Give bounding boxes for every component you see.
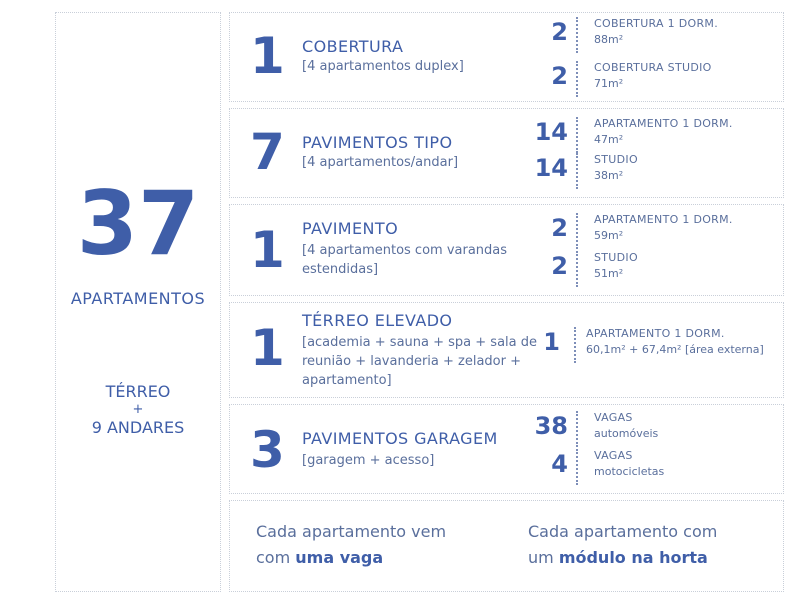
unit-name: COBERTURA STUDIO xyxy=(594,61,712,74)
floor-title: TÉRREO ELEVADO xyxy=(302,311,453,330)
summary-panel xyxy=(55,12,221,592)
floor-count: 1 xyxy=(250,27,285,85)
dotted-divider xyxy=(576,449,579,485)
note-parking-line1: Cada apartamento vem xyxy=(256,522,447,541)
floor-count: 3 xyxy=(250,421,285,479)
unit-type xyxy=(530,117,780,153)
unit-type xyxy=(530,213,780,249)
floor-title: PAVIMENTOS TIPO xyxy=(302,133,453,152)
unit-count: 38 xyxy=(534,412,568,440)
dotted-divider xyxy=(576,117,579,153)
dotted-divider xyxy=(576,17,579,53)
unit-area: 60,1m² + 67,4m² [área externa] xyxy=(586,343,764,356)
unit-type xyxy=(530,153,780,189)
unit-type xyxy=(530,61,780,97)
note-garden-highlight: módulo na horta xyxy=(558,548,708,567)
dotted-divider xyxy=(576,411,579,447)
footer-notes xyxy=(229,500,784,592)
floor-row-garagem xyxy=(229,404,784,494)
unit-type xyxy=(530,411,780,447)
floor-row-pavimentos-tipo xyxy=(229,108,784,198)
unit-count: 2 xyxy=(551,62,568,90)
unit-name: COBERTURA 1 DORM. xyxy=(594,17,719,30)
floor-title: PAVIMENTO xyxy=(302,219,399,238)
unit-name: VAGAS xyxy=(594,449,633,462)
floors-line1: TÉRREO xyxy=(105,382,171,401)
total-apartments-label: APARTAMENTOS xyxy=(70,289,206,308)
unit-type xyxy=(530,327,785,363)
unit-type xyxy=(530,449,780,485)
floor-count: 7 xyxy=(250,123,285,181)
floor-title: PAVIMENTOS GARAGEM xyxy=(302,429,498,448)
floor-subtitle: [academia + sauna + spa + sala de reunião + lavanderia + zelador + apartamento] xyxy=(302,335,537,388)
unit-name: APARTAMENTO 1 DORM. xyxy=(594,117,733,130)
floor-subtitle: [garagem + acesso] xyxy=(302,453,435,468)
note-parking-prefix: com xyxy=(256,548,296,567)
unit-count: 2 xyxy=(551,252,568,280)
unit-area: motocicletas xyxy=(594,465,665,478)
note-garden-line1: Cada apartamento com xyxy=(528,522,718,541)
unit-name: APARTAMENTO 1 DORM. xyxy=(594,213,733,226)
unit-count: 14 xyxy=(534,154,568,182)
unit-name: STUDIO xyxy=(594,153,638,166)
floors-line2: 9 ANDARES xyxy=(91,418,185,437)
unit-count: 1 xyxy=(543,328,560,356)
unit-area: 71m² xyxy=(594,77,624,90)
floors-summary xyxy=(56,381,220,439)
floor-title: COBERTURA xyxy=(302,37,404,56)
unit-name: APARTAMENTO 1 DORM. xyxy=(586,327,725,340)
unit-count: 2 xyxy=(551,18,568,46)
floor-count: 1 xyxy=(250,221,285,279)
unit-name: VAGAS xyxy=(594,411,633,424)
note-parking-highlight: uma vaga xyxy=(295,548,384,567)
floor-row-pavimento xyxy=(229,204,784,296)
unit-area: 59m² xyxy=(594,229,624,242)
note-parking xyxy=(256,519,446,571)
unit-area: 38m² xyxy=(594,169,624,182)
note-garden-line2 xyxy=(528,545,717,571)
unit-count: 2 xyxy=(551,214,568,242)
unit-count: 14 xyxy=(534,118,568,146)
floor-subtitle: [4 apartamentos com varandas estendidas] xyxy=(302,243,508,277)
floors-plus: + xyxy=(132,402,144,417)
dotted-divider xyxy=(576,213,579,249)
floor-count: 1 xyxy=(250,319,285,377)
floor-row-terreo-elevado xyxy=(229,302,784,398)
note-garden-prefix: um xyxy=(528,548,559,567)
unit-type xyxy=(530,251,780,287)
note-garden xyxy=(528,519,717,571)
dotted-divider xyxy=(576,61,579,97)
dotted-divider xyxy=(576,153,579,189)
unit-area: automóveis xyxy=(594,427,659,440)
total-apartments-count: 37 xyxy=(76,172,200,275)
dotted-divider xyxy=(576,251,579,287)
floor-row-cobertura xyxy=(229,12,784,102)
floor-subtitle: [4 apartamentos/andar] xyxy=(302,155,459,170)
note-parking-line2 xyxy=(256,545,446,571)
unit-area: 47m² xyxy=(594,133,624,146)
unit-count: 4 xyxy=(551,450,568,478)
unit-area: 88m² xyxy=(594,33,624,46)
unit-name: STUDIO xyxy=(594,251,638,264)
unit-type xyxy=(530,17,780,53)
floor-subtitle: [4 apartamentos duplex] xyxy=(302,59,464,74)
unit-area: 51m² xyxy=(594,267,624,280)
dotted-divider xyxy=(574,327,577,363)
